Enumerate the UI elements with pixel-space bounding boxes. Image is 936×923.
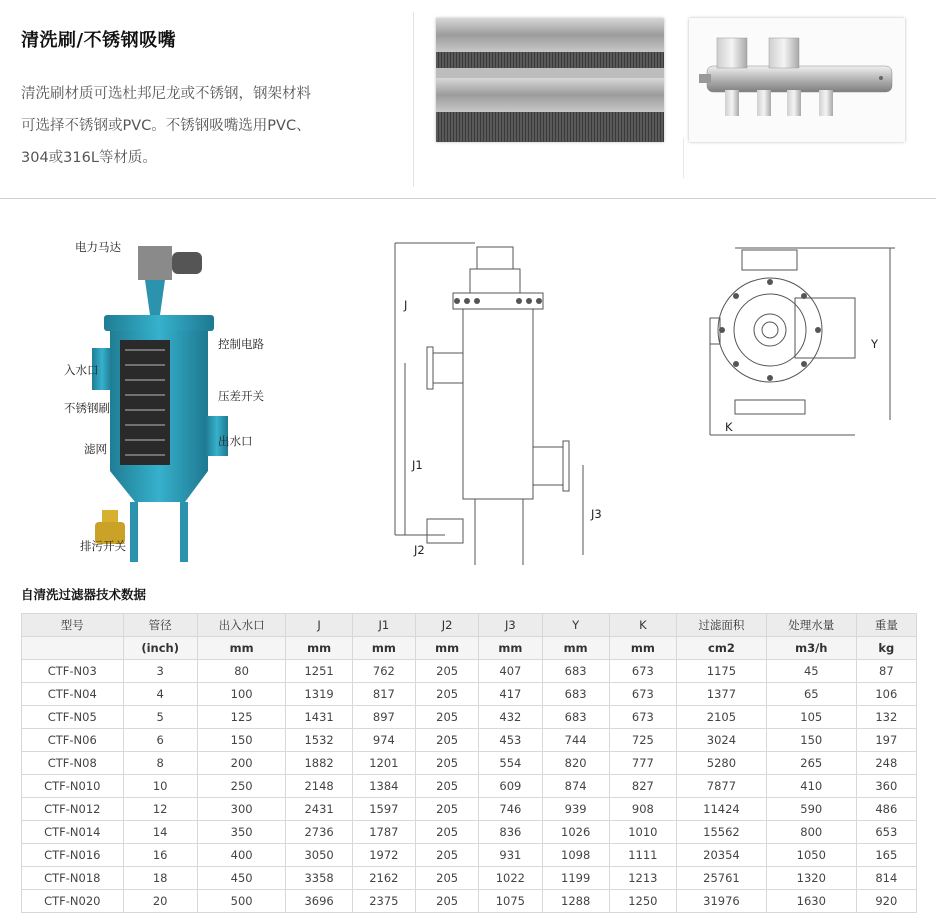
table-cell: 827 (609, 775, 676, 798)
desc-line: 清洗刷材质可选杜邦尼龙或不锈钢，钢架材料 (21, 86, 311, 102)
table-cell: 1319 (286, 683, 352, 706)
desc-line: 可选择不锈钢或PVC。不锈钢吸嘴选用PVC、 (21, 118, 311, 134)
table-cell: CTF-N06 (22, 729, 124, 752)
table-cell: 14 (123, 821, 197, 844)
spec-table (21, 613, 917, 913)
table-cell: 500 (197, 890, 286, 913)
table-cell: 205 (416, 821, 479, 844)
table-cell: 20 (123, 890, 197, 913)
table-cell: 3050 (286, 844, 352, 867)
section-title: 清洗刷/不锈钢吸嘴 (21, 30, 177, 51)
table-cell: 939 (542, 798, 609, 821)
table-cell: 125 (197, 706, 286, 729)
label-control: 控制电路 (218, 337, 264, 351)
label-outlet: 出水口 (218, 434, 253, 448)
table-cell: 45 (766, 660, 856, 683)
table-cell: 15562 (676, 821, 766, 844)
table-cell: 3696 (286, 890, 352, 913)
filter-cutaway-illustration (90, 240, 230, 570)
table-cell: 87 (856, 660, 916, 683)
table-cell: 5 (123, 706, 197, 729)
label-dp-switch: 压差开关 (218, 389, 264, 403)
table-cell: 673 (609, 683, 676, 706)
table-cell: 920 (856, 890, 916, 913)
table-cell: 205 (416, 798, 479, 821)
table-row (22, 867, 917, 890)
dim-Y: Y (871, 337, 879, 351)
table-row (22, 821, 917, 844)
table-cell: 6 (123, 729, 197, 752)
header-cell: J (286, 614, 352, 637)
header-cell: 处理水量 (766, 614, 856, 637)
table-cell: 205 (416, 683, 479, 706)
table-cell: 25761 (676, 867, 766, 890)
table-cell: 205 (416, 867, 479, 890)
table-cell: 205 (416, 660, 479, 683)
dim-J: J (404, 298, 408, 312)
label-drain: 排污开关 (80, 539, 126, 553)
table-cell: 1010 (609, 821, 676, 844)
table-cell: 205 (416, 729, 479, 752)
table-cell: 931 (479, 844, 542, 867)
table-cell: 3 (123, 660, 197, 683)
table-cell: 683 (542, 706, 609, 729)
table-cell: 1111 (609, 844, 676, 867)
table-cell: 8 (123, 752, 197, 775)
table-cell: 683 (542, 683, 609, 706)
unit-cell: mm (197, 637, 286, 660)
table-cell: 820 (542, 752, 609, 775)
label-motor: 电力马达 (75, 240, 121, 254)
table-cell: 350 (197, 821, 286, 844)
table-cell: 106 (856, 683, 916, 706)
table-cell: 16 (123, 844, 197, 867)
unit-cell: mm (479, 637, 542, 660)
table-cell: 165 (856, 844, 916, 867)
table-cell: 205 (416, 706, 479, 729)
table-row (22, 798, 917, 821)
table-cell: 744 (542, 729, 609, 752)
table-cell: 205 (416, 775, 479, 798)
table-cell: CTF-N020 (22, 890, 124, 913)
table-cell: 400 (197, 844, 286, 867)
table-row (22, 683, 917, 706)
table-cell: 590 (766, 798, 856, 821)
table-cell: 31976 (676, 890, 766, 913)
unit-cell: mm (286, 637, 352, 660)
table-cell: 205 (416, 752, 479, 775)
table-cell: CTF-N03 (22, 660, 124, 683)
unit-cell: mm (542, 637, 609, 660)
label-inlet: 入水口 (64, 363, 99, 377)
dim-J3: J3 (591, 507, 602, 521)
table-cell: 2375 (352, 890, 415, 913)
table-cell: CTF-N014 (22, 821, 124, 844)
table-cell: 1384 (352, 775, 415, 798)
unit-cell: cm2 (676, 637, 766, 660)
table-cell: 407 (479, 660, 542, 683)
table-title: 自清洗过滤器技术数据 (21, 587, 147, 602)
table-cell: 683 (542, 660, 609, 683)
table-cell: 1250 (609, 890, 676, 913)
table-row (22, 844, 917, 867)
unit-cell: mm (416, 637, 479, 660)
table-cell: 817 (352, 683, 415, 706)
table-cell: CTF-N012 (22, 798, 124, 821)
header-cell: 出入水口 (197, 614, 286, 637)
table-row (22, 706, 917, 729)
unit-cell: m3/h (766, 637, 856, 660)
table-cell: 200 (197, 752, 286, 775)
table-cell: 12 (123, 798, 197, 821)
table-cell: 554 (479, 752, 542, 775)
unit-cell: mm (352, 637, 415, 660)
table-cell: 2162 (352, 867, 415, 890)
table-cell: 1175 (676, 660, 766, 683)
table-cell: 410 (766, 775, 856, 798)
table-cell: 1431 (286, 706, 352, 729)
header-cell: J3 (479, 614, 542, 637)
table-cell: 360 (856, 775, 916, 798)
table-cell: CTF-N08 (22, 752, 124, 775)
header-cell: J2 (416, 614, 479, 637)
table-cell: 1098 (542, 844, 609, 867)
desc-line: 304或316L等材质。 (21, 150, 157, 166)
table-cell: CTF-N018 (22, 867, 124, 890)
table-cell: 3358 (286, 867, 352, 890)
table-cell: 7877 (676, 775, 766, 798)
table-cell: CTF-N016 (22, 844, 124, 867)
table-units-row (22, 637, 917, 660)
table-row (22, 660, 917, 683)
table-cell: 105 (766, 706, 856, 729)
label-screen: 滤网 (84, 442, 107, 456)
table-cell: 5280 (676, 752, 766, 775)
top-section (0, 0, 936, 200)
table-cell: 897 (352, 706, 415, 729)
table-cell: 417 (479, 683, 542, 706)
table-cell: 1199 (542, 867, 609, 890)
table-cell: 1050 (766, 844, 856, 867)
table-cell: 1022 (479, 867, 542, 890)
top-view-drawing (700, 240, 900, 450)
table-cell: 1532 (286, 729, 352, 752)
table-cell: 432 (479, 706, 542, 729)
table-cell: 4 (123, 683, 197, 706)
label-brush: 不锈钢刷 (64, 401, 110, 415)
unit-cell: mm (609, 637, 676, 660)
table-cell: 2736 (286, 821, 352, 844)
table-cell: 265 (766, 752, 856, 775)
table-cell: 80 (197, 660, 286, 683)
dim-K: K (725, 420, 733, 434)
table-cell: 746 (479, 798, 542, 821)
table-cell: 453 (479, 729, 542, 752)
table-cell: 1251 (286, 660, 352, 683)
table-cell: 248 (856, 752, 916, 775)
table-cell: 1026 (542, 821, 609, 844)
table-cell: 1972 (352, 844, 415, 867)
header-cell: 管径 (123, 614, 197, 637)
unit-cell: (inch) (123, 637, 197, 660)
table-cell: 1882 (286, 752, 352, 775)
table-row (22, 729, 917, 752)
table-cell: 205 (416, 890, 479, 913)
dim-J1: J1 (412, 458, 423, 472)
side-elevation-drawing (385, 235, 615, 575)
table-cell: CTF-N04 (22, 683, 124, 706)
table-cell: 777 (609, 752, 676, 775)
table-cell: 2105 (676, 706, 766, 729)
section-description (21, 78, 361, 174)
table-cell: 1201 (352, 752, 415, 775)
divider (683, 138, 684, 178)
diagram-section (0, 210, 936, 580)
table-cell: 300 (197, 798, 286, 821)
table-cell: 150 (766, 729, 856, 752)
table-cell: CTF-N05 (22, 706, 124, 729)
table-cell: 3024 (676, 729, 766, 752)
table-body (22, 660, 917, 913)
table-cell: 1377 (676, 683, 766, 706)
table-cell: 250 (197, 775, 286, 798)
header-cell: 型号 (22, 614, 124, 637)
table-cell: 197 (856, 729, 916, 752)
table-cell: 11424 (676, 798, 766, 821)
table-cell: 2148 (286, 775, 352, 798)
brush-photo (436, 18, 664, 142)
table-row (22, 775, 917, 798)
table-cell: 1213 (609, 867, 676, 890)
nozzle-photo (689, 18, 905, 142)
table-cell: 673 (609, 706, 676, 729)
table-cell: 673 (609, 660, 676, 683)
table-cell: 1597 (352, 798, 415, 821)
table-cell: 725 (609, 729, 676, 752)
table-cell: 800 (766, 821, 856, 844)
table-row (22, 890, 917, 913)
header-cell: 过滤面积 (676, 614, 766, 637)
table-cell: 205 (416, 844, 479, 867)
header-cell: Y (542, 614, 609, 637)
header-cell: K (609, 614, 676, 637)
table-cell: 1288 (542, 890, 609, 913)
table-cell: 1630 (766, 890, 856, 913)
unit-cell: kg (856, 637, 916, 660)
table-cell: 836 (479, 821, 542, 844)
table-cell: 132 (856, 706, 916, 729)
table-cell: 150 (197, 729, 286, 752)
table-cell: 18 (123, 867, 197, 890)
table-row (22, 752, 917, 775)
table-cell: 609 (479, 775, 542, 798)
unit-cell (22, 637, 124, 660)
table-cell: 762 (352, 660, 415, 683)
table-cell: 814 (856, 867, 916, 890)
table-cell: 1787 (352, 821, 415, 844)
table-cell: 20354 (676, 844, 766, 867)
table-cell: 10 (123, 775, 197, 798)
table-cell: 974 (352, 729, 415, 752)
table-cell: 450 (197, 867, 286, 890)
table-cell: 908 (609, 798, 676, 821)
table-header-row (22, 614, 917, 637)
table-cell: 486 (856, 798, 916, 821)
header-cell: J1 (352, 614, 415, 637)
table-cell: 100 (197, 683, 286, 706)
table-cell: 1320 (766, 867, 856, 890)
table-cell: 874 (542, 775, 609, 798)
table-cell: 1075 (479, 890, 542, 913)
dim-J2: J2 (414, 543, 425, 557)
header-cell: 重量 (856, 614, 916, 637)
divider (413, 12, 414, 187)
table-cell: 2431 (286, 798, 352, 821)
table-cell: 653 (856, 821, 916, 844)
table-cell: CTF-N010 (22, 775, 124, 798)
table-cell: 65 (766, 683, 856, 706)
section-divider (0, 198, 936, 199)
